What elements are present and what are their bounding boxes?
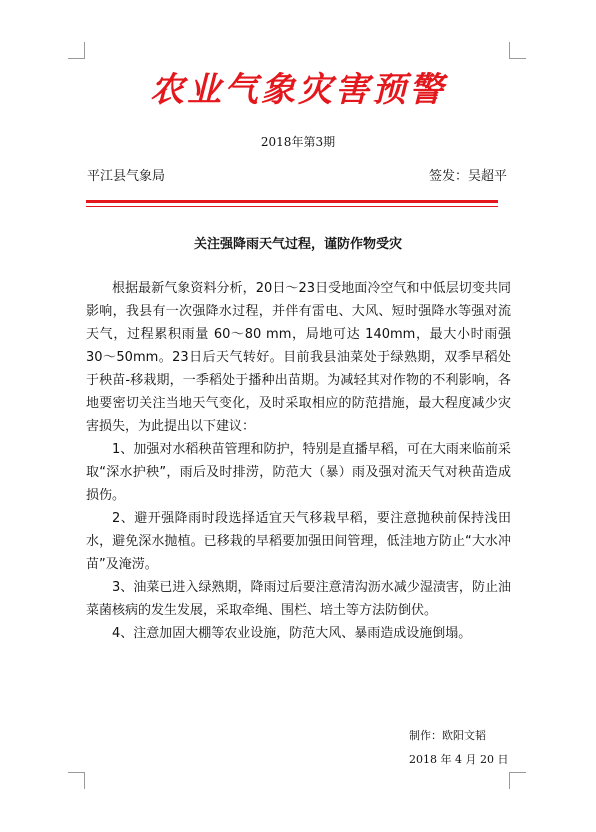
document-subtitle: 关注强降雨天气过程，谨防作物受灾: [193, 237, 402, 252]
header-rule-thick: [86, 200, 498, 203]
body-paragraph: 根据最新气象资料分析，20日～23日受地面冷空气和中低层切变共同影响，我县有一次强降水过程，并伴有雷电、大风、短时强降水等强对流天气，过程累积雨量 60～80 mm，局地可达 140mm，最大小时雨强 30～50mm。23日后天气转好。目前我县油菜处于绿熟期，双季早稻处于秧苗-移栽期，一季稻处于播种出苗期。为减轻其对作物的不利影响，各地要密切关注当地天气变化，及时采取相应的防范措施，最大程度减少灾害损失，为此提出以下建议：: [86, 281, 511, 434]
crop-mark-top-left: [68, 42, 85, 59]
issuing-bureau: 平江县气象局: [87, 169, 166, 184]
body-paragraph: 4、注意加固大棚等农业设施，防范大风、暴雨造成设施倒塌。: [112, 626, 472, 641]
document-body: [86, 277, 511, 645]
crop-mark-bottom-left: [68, 772, 85, 789]
crop-mark-top-right: [509, 42, 526, 59]
body-paragraph: 1、加强对水稻秧苗管理和防护，特别是直播早稻，可在大雨来临前采取“深水护秧”，雨后及时排涝，防范大（暴）雨及强对流天气对秧苗造成损伤。: [86, 442, 511, 503]
producer-credit: 制作：欧阳文韬: [409, 729, 486, 742]
issue-date: 2018 年 4 月 20 日: [409, 753, 509, 766]
issuer-signature: 签发：吴超平: [428, 169, 507, 184]
body-paragraph: 2、避开强降雨时段选择适宜天气移栽早稻，要注意抛秧前保持浅田水，避免深水抛植。已移栽的早稻要加强田间管理，低洼地方防止“大水冲苗”及淹涝。: [86, 511, 511, 572]
crop-mark-bottom-right: [509, 772, 526, 789]
document-title: 农业气象灾害预警: [150, 70, 446, 110]
issue-number: 2018年第3期: [260, 135, 336, 149]
body-paragraph: 3、油菜已进入绿熟期，降雨过后要注意清沟沥水减少湿渍害，防止油菜菌核病的发生发展，采取牵绳、围栏、培土等方法防倒伏。: [86, 580, 511, 618]
header-rule-thin: [86, 206, 498, 207]
